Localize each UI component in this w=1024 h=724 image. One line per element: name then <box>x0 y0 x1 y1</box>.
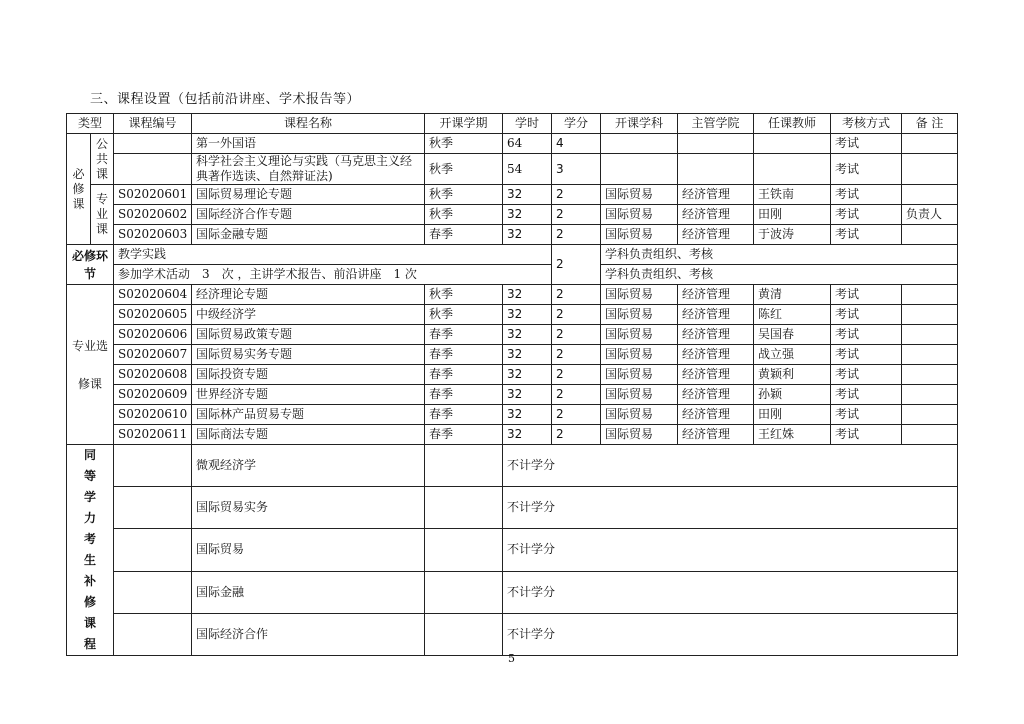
practice-text: 教学实践 <box>114 245 552 265</box>
category-electives: 专业选修课 <box>67 285 114 445</box>
course-exam: 考试 <box>831 405 902 425</box>
course-credits: 2 <box>552 385 601 405</box>
course-term: 秋季 <box>425 134 503 154</box>
course-term: 秋季 <box>425 305 503 325</box>
header-cell: 备 注 <box>902 114 958 134</box>
course-name: 科学社会主义理论与实践（马克思主义经典著作选读、自然辩证法) <box>192 154 425 185</box>
course-exam: 考试 <box>831 185 902 205</box>
course-term <box>425 445 503 487</box>
course-note <box>902 345 958 365</box>
course-name: 国际贸易实务 <box>192 487 425 529</box>
course-exam: 考试 <box>831 305 902 325</box>
header-cell: 开课学科 <box>601 114 678 134</box>
course-teacher: 陈红 <box>754 305 831 325</box>
course-name: 第一外国语 <box>192 134 425 154</box>
course-code: S02020609 <box>114 385 192 405</box>
header-cell: 考核方式 <box>831 114 902 134</box>
course-exam: 考试 <box>831 325 902 345</box>
course-status: 不计学分 <box>503 529 958 571</box>
header-cell: 任课教师 <box>754 114 831 134</box>
course-term: 春季 <box>425 405 503 425</box>
table-row <box>67 385 958 405</box>
course-term <box>425 571 503 613</box>
course-exam: 考试 <box>831 154 902 185</box>
course-credits: 2 <box>552 325 601 345</box>
course-note <box>902 325 958 345</box>
course-name: 世界经济专题 <box>192 385 425 405</box>
course-credits: 2 <box>552 185 601 205</box>
course-teacher: 于波涛 <box>754 225 831 245</box>
course-exam: 考试 <box>831 285 902 305</box>
course-code <box>114 613 192 655</box>
table-row <box>67 425 958 445</box>
course-code: S02020602 <box>114 205 192 225</box>
practice-note: 学科负责组织、考核 <box>601 245 958 265</box>
course-college: 经济管理 <box>678 385 754 405</box>
course-credits: 2 <box>552 305 601 325</box>
course-name: 国际贸易 <box>192 529 425 571</box>
course-name: 国际贸易政策专题 <box>192 325 425 345</box>
course-name: 国际金融专题 <box>192 225 425 245</box>
table-row <box>67 613 958 655</box>
course-name: 经济理论专题 <box>192 285 425 305</box>
course-term <box>425 487 503 529</box>
header-cell: 学分 <box>552 114 601 134</box>
table-row <box>67 487 958 529</box>
course-exam: 考试 <box>831 425 902 445</box>
subcategory-public: 公共课 <box>91 134 114 185</box>
course-hours: 32 <box>503 365 552 385</box>
course-note <box>902 305 958 325</box>
course-term <box>425 613 503 655</box>
course-credits: 2 <box>552 225 601 245</box>
subcategory-major: 专业课 <box>91 185 114 245</box>
course-subject: 国际贸易 <box>601 285 678 305</box>
course-term: 春季 <box>425 385 503 405</box>
course-note <box>902 225 958 245</box>
course-name: 国际商法专题 <box>192 425 425 445</box>
course-subject: 国际贸易 <box>601 205 678 225</box>
course-hours: 32 <box>503 185 552 205</box>
course-code: S02020611 <box>114 425 192 445</box>
course-note <box>902 285 958 305</box>
course-subject: 国际贸易 <box>601 325 678 345</box>
course-status: 不计学分 <box>503 613 958 655</box>
course-code: S02020608 <box>114 365 192 385</box>
course-code <box>114 487 192 529</box>
header-cell: 主管学院 <box>678 114 754 134</box>
course-subject: 国际贸易 <box>601 405 678 425</box>
course-note <box>902 134 958 154</box>
course-code <box>114 134 192 154</box>
course-name: 国际经济合作专题 <box>192 205 425 225</box>
course-hours: 32 <box>503 385 552 405</box>
course-teacher: 田刚 <box>754 205 831 225</box>
course-exam: 考试 <box>831 225 902 245</box>
course-name: 国际经济合作 <box>192 613 425 655</box>
course-subject: 国际贸易 <box>601 305 678 325</box>
course-term: 秋季 <box>425 285 503 305</box>
course-term: 秋季 <box>425 205 503 225</box>
table-row <box>67 134 958 154</box>
course-term: 春季 <box>425 325 503 345</box>
course-hours: 32 <box>503 325 552 345</box>
table-row <box>67 185 958 205</box>
course-credits: 4 <box>552 134 601 154</box>
course-code: S02020607 <box>114 345 192 365</box>
course-teacher <box>754 134 831 154</box>
course-subject: 国际贸易 <box>601 225 678 245</box>
header-cell: 课程编号 <box>114 114 192 134</box>
course-term: 春季 <box>425 345 503 365</box>
category-required: 必修课 <box>67 134 91 245</box>
practice-text: 参加学术活动 3 次 ，主讲学术报告、前沿讲座 1 次 <box>114 265 552 285</box>
course-college: 经济管理 <box>678 345 754 365</box>
practice-row <box>67 245 958 265</box>
course-credits: 2 <box>552 345 601 365</box>
table-row <box>67 529 958 571</box>
course-note <box>902 154 958 185</box>
course-code: S02020606 <box>114 325 192 345</box>
course-hours: 32 <box>503 225 552 245</box>
course-code: S02020601 <box>114 185 192 205</box>
course-status: 不计学分 <box>503 445 958 487</box>
page-number: 5 <box>508 652 515 665</box>
table-row <box>67 225 958 245</box>
course-college <box>678 134 754 154</box>
table-row <box>67 154 958 185</box>
course-college: 经济管理 <box>678 325 754 345</box>
course-college: 经济管理 <box>678 305 754 325</box>
course-exam: 考试 <box>831 385 902 405</box>
course-exam: 考试 <box>831 134 902 154</box>
course-teacher <box>754 154 831 185</box>
course-code <box>114 571 192 613</box>
course-hours: 32 <box>503 205 552 225</box>
course-hours: 64 <box>503 134 552 154</box>
course-name: 中级经济学 <box>192 305 425 325</box>
course-college <box>678 154 754 185</box>
course-subject: 国际贸易 <box>601 365 678 385</box>
table-row <box>67 571 958 613</box>
course-exam: 考试 <box>831 205 902 225</box>
course-term: 春季 <box>425 425 503 445</box>
course-note <box>902 365 958 385</box>
course-subject: 国际贸易 <box>601 345 678 365</box>
course-status: 不计学分 <box>503 571 958 613</box>
course-college: 经济管理 <box>678 365 754 385</box>
course-teacher: 黄清 <box>754 285 831 305</box>
course-name: 国际金融 <box>192 571 425 613</box>
course-note <box>902 185 958 205</box>
course-note <box>902 405 958 425</box>
course-hours: 54 <box>503 154 552 185</box>
course-name: 国际投资专题 <box>192 365 425 385</box>
course-code <box>114 445 192 487</box>
table-row <box>67 205 958 225</box>
course-code: S02020610 <box>114 405 192 425</box>
course-code: S02020605 <box>114 305 192 325</box>
course-teacher: 黄颖利 <box>754 365 831 385</box>
header-cell: 课程名称 <box>192 114 425 134</box>
course-college: 经济管理 <box>678 425 754 445</box>
course-term: 秋季 <box>425 185 503 205</box>
course-college: 经济管理 <box>678 205 754 225</box>
header-row <box>67 114 958 134</box>
course-hours: 32 <box>503 345 552 365</box>
practice-note: 学科负责组织、考核 <box>601 265 958 285</box>
course-table <box>66 113 958 656</box>
course-teacher: 吴国春 <box>754 325 831 345</box>
course-teacher: 战立强 <box>754 345 831 365</box>
course-hours: 32 <box>503 405 552 425</box>
course-code: S02020603 <box>114 225 192 245</box>
table-row <box>67 405 958 425</box>
course-hours: 32 <box>503 285 552 305</box>
course-credits: 2 <box>552 285 601 305</box>
course-credits: 2 <box>552 425 601 445</box>
course-teacher: 王红姝 <box>754 425 831 445</box>
course-code <box>114 154 192 185</box>
course-hours: 32 <box>503 425 552 445</box>
course-teacher: 田刚 <box>754 405 831 425</box>
category-makeup: 同等学力考生补修课程 <box>67 445 114 656</box>
course-subject: 国际贸易 <box>601 185 678 205</box>
course-subject: 国际贸易 <box>601 385 678 405</box>
course-note: 负责人 <box>902 205 958 225</box>
course-credits: 2 <box>552 405 601 425</box>
course-code: S02020604 <box>114 285 192 305</box>
table-row <box>67 445 958 487</box>
course-college: 经济管理 <box>678 225 754 245</box>
section-heading: 三、课程设置（包括前沿讲座、学术报告等） <box>90 92 361 107</box>
course-subject <box>601 154 678 185</box>
course-college: 经济管理 <box>678 285 754 305</box>
course-name: 国际贸易实务专题 <box>192 345 425 365</box>
course-note <box>902 425 958 445</box>
header-cell: 学时 <box>503 114 552 134</box>
course-name: 微观经济学 <box>192 445 425 487</box>
practice-credits: 2 <box>552 245 601 285</box>
course-exam: 考试 <box>831 345 902 365</box>
table-row <box>67 325 958 345</box>
category-practice: 必修环节 <box>67 245 114 285</box>
course-term: 春季 <box>425 365 503 385</box>
course-name: 国际贸易理论专题 <box>192 185 425 205</box>
course-code <box>114 529 192 571</box>
course-hours: 32 <box>503 305 552 325</box>
course-credits: 3 <box>552 154 601 185</box>
course-teacher: 孙颖 <box>754 385 831 405</box>
course-status: 不计学分 <box>503 487 958 529</box>
header-cell: 类型 <box>67 114 114 134</box>
course-subject: 国际贸易 <box>601 425 678 445</box>
course-college: 经济管理 <box>678 185 754 205</box>
table-row <box>67 305 958 325</box>
table-row <box>67 285 958 305</box>
course-term <box>425 529 503 571</box>
table-row <box>67 365 958 385</box>
course-name: 国际林产品贸易专题 <box>192 405 425 425</box>
practice-row <box>67 265 958 285</box>
course-term: 春季 <box>425 225 503 245</box>
course-credits: 2 <box>552 205 601 225</box>
course-note <box>902 385 958 405</box>
header-cell: 开课学期 <box>425 114 503 134</box>
course-college: 经济管理 <box>678 405 754 425</box>
course-exam: 考试 <box>831 365 902 385</box>
course-subject <box>601 134 678 154</box>
course-credits: 2 <box>552 365 601 385</box>
course-teacher: 王铁南 <box>754 185 831 205</box>
table-row <box>67 345 958 365</box>
course-term: 秋季 <box>425 154 503 185</box>
